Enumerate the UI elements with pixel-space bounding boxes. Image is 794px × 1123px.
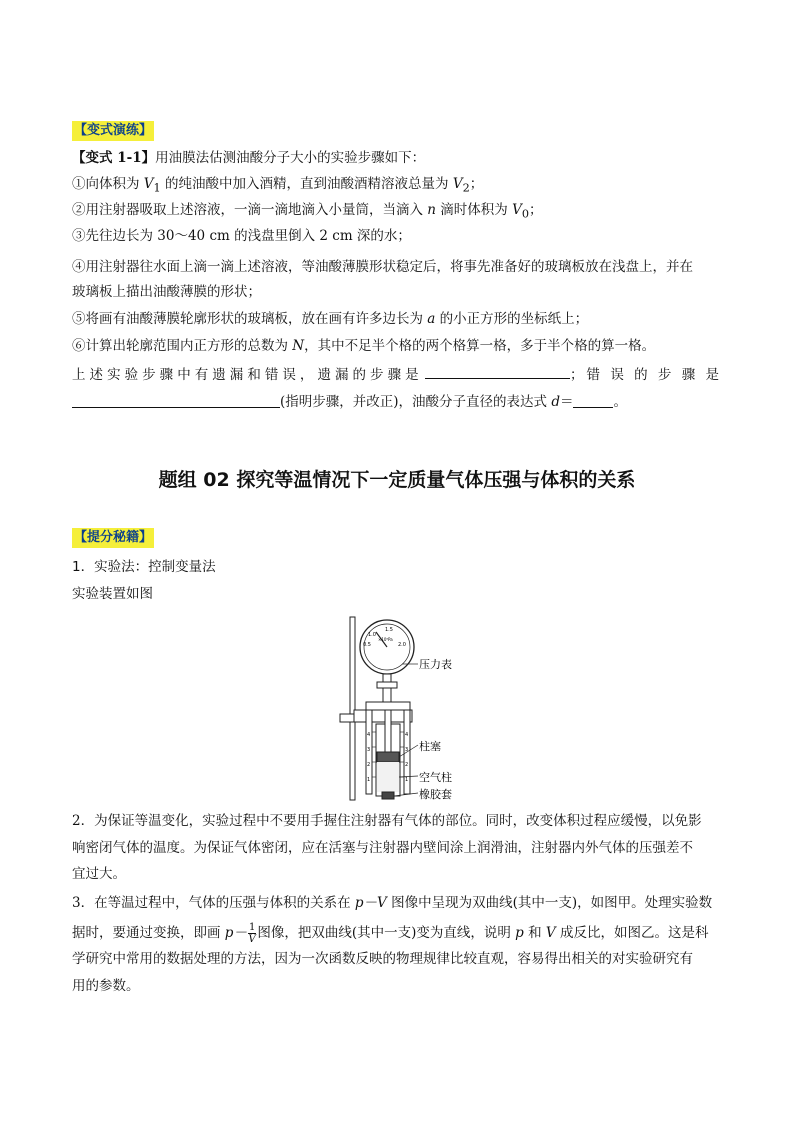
question-char: 中 bbox=[177, 367, 191, 383]
scale-left-2: 2 bbox=[367, 762, 371, 768]
gauge-unit: ×10⁵Pa bbox=[378, 637, 393, 642]
step-2-end: ； bbox=[529, 202, 543, 218]
question-line-2-text: (指明步骤，并改正)，油酸分子直径的表达式 bbox=[280, 394, 552, 410]
tip-item-1: 1．实验法：控制变量法 bbox=[72, 559, 216, 575]
step-1-sub-2: 2 bbox=[462, 181, 470, 195]
answer-blank-error-step[interactable] bbox=[72, 393, 280, 408]
step-2 bbox=[72, 200, 543, 225]
question-char: 错 bbox=[264, 367, 279, 383]
item3-line1-a: 3．在等温过程中，气体的压强与体积的关系在 bbox=[72, 895, 355, 911]
step-5-end: 的小正方形的坐标纸上； bbox=[435, 311, 589, 327]
question-char: 上 bbox=[72, 367, 86, 383]
step-2-text-2: 滴时体积为 bbox=[436, 202, 513, 218]
question-char: 和 bbox=[247, 367, 261, 383]
step-4-line-2: 玻璃板上描出油酸薄膜的形状； bbox=[72, 284, 261, 300]
rubber-cap-shape bbox=[382, 792, 394, 799]
item3-line2-d: 成反比，如图乙。这是科 bbox=[555, 925, 709, 941]
step-6 bbox=[72, 336, 655, 356]
step-6-end: ，其中不足半个格的两个格算一格，多于半个格的算一格。 bbox=[304, 338, 656, 354]
item3-v: V bbox=[545, 925, 556, 941]
clamp-arm bbox=[354, 710, 412, 722]
tip-item-3-line-3: 学研究中常用的数据处理的方法，因为一次函数反映的物理规律比较直观，容易得出相关的对实验研究有 bbox=[72, 951, 693, 967]
tip-item-2-line-1: 2．为保证等温变化，实验过程中不要用手握住注射器有气体的部位。同时，改变体积过程应缓慢，以免影 bbox=[72, 813, 702, 829]
gauge-scale-left: 1.0 bbox=[368, 632, 376, 638]
question-char: 实 bbox=[107, 367, 121, 383]
question-char: 遗 bbox=[212, 367, 226, 383]
answer-blank-diameter[interactable] bbox=[573, 393, 613, 408]
step-1-var-2: V bbox=[452, 176, 463, 192]
question-var-d: d bbox=[551, 394, 560, 410]
variant-tag: 【变式演练】 bbox=[72, 121, 154, 141]
group-heading: 题组 02 探究等温情况下一定质量气体压强与体积的关系 bbox=[158, 469, 636, 491]
question-text bbox=[72, 365, 419, 385]
label-gauge: 压力表 bbox=[419, 658, 452, 671]
question-char: 漏 bbox=[229, 367, 244, 383]
question-char: 遗 bbox=[317, 367, 331, 383]
question-char: 漏 bbox=[334, 367, 349, 383]
gauge-stem bbox=[383, 674, 391, 682]
scale-left-3: 3 bbox=[367, 747, 371, 753]
leader-air bbox=[399, 776, 418, 777]
tip-item-2-line-3: 宜过大。 bbox=[72, 866, 126, 882]
scale-left-1: 1 bbox=[367, 777, 371, 783]
tip-item-1-sub: 实验装置如图 bbox=[72, 586, 153, 602]
question-char: 是 bbox=[405, 367, 419, 383]
clamp-knob bbox=[340, 714, 354, 722]
frac-den: V bbox=[248, 934, 256, 945]
variant-intro-label: 【变式 1-1】 bbox=[72, 150, 156, 166]
step-5 bbox=[72, 309, 588, 329]
step-5-text: ⑤将画有油酸薄膜轮廓形状的玻璃板，放在画有许多边长为 bbox=[72, 311, 428, 327]
tip-item-3-line-4: 用的参数。 bbox=[72, 978, 140, 994]
item3-line1-c: 图像中呈现为双曲线(其中一支)，如图甲。处理实验数 bbox=[386, 895, 713, 911]
question-char: 述 bbox=[89, 367, 104, 383]
item3-p: p bbox=[515, 925, 524, 941]
answer-blank-omitted-step[interactable] bbox=[425, 364, 570, 379]
question-equals: ＝ bbox=[559, 394, 574, 410]
step-2-sub: 0 bbox=[521, 207, 530, 221]
question-end: 。 bbox=[613, 394, 627, 410]
frac-num: 1 bbox=[248, 922, 256, 933]
label-air-column: 空气柱 bbox=[419, 771, 452, 784]
plunger bbox=[377, 752, 399, 762]
question-char: 骤 bbox=[159, 367, 174, 383]
gauge-scale-mid: 1.5 bbox=[385, 627, 393, 633]
step-6-text: ⑥计算出轮廓范围内正方形的总数为 bbox=[72, 338, 293, 354]
top-bar bbox=[366, 702, 410, 710]
step-6-var: N bbox=[292, 338, 305, 354]
gauge-nut bbox=[377, 682, 397, 688]
step-2-var-v: V bbox=[512, 202, 522, 218]
item3-and: 和 bbox=[523, 925, 546, 941]
tips-tag: 【提分秘籍】 bbox=[72, 528, 154, 548]
scale-left-4: 4 bbox=[367, 732, 371, 738]
connector bbox=[383, 688, 391, 702]
label-plunger: 柱塞 bbox=[419, 740, 441, 753]
step-2-var-n: n bbox=[427, 202, 436, 218]
variant-intro-text: 用油膜法估测油酸分子大小的实验步骤如下： bbox=[155, 150, 426, 166]
step-1-text-2: 的纯油酸中加入酒精，直到油酸酒精溶液总量为 bbox=[160, 176, 453, 192]
question-mid: ；错 误 的 步 骤 是 bbox=[570, 367, 722, 383]
scale-right-2: 2 bbox=[405, 762, 409, 768]
step-3: ③先往边长为 30～40 cm 的浅盘里倒入 2 cm 深的水； bbox=[72, 228, 411, 244]
item3-fraction bbox=[248, 922, 256, 945]
step-5-var: a bbox=[427, 311, 436, 327]
variant-intro bbox=[72, 148, 425, 168]
gauge-scale-low: 0.5 bbox=[363, 642, 371, 648]
scale-right-1: 1 bbox=[405, 777, 409, 783]
item3-line2-b: 图像，把双曲线(其中一支)变为直线，说明 bbox=[257, 925, 516, 941]
step-1-var: V bbox=[143, 176, 154, 192]
question-line-2 bbox=[72, 392, 627, 412]
air-column bbox=[377, 762, 399, 792]
scale-right-3: 3 bbox=[405, 747, 409, 753]
step-1-sub: 1 bbox=[153, 181, 161, 195]
question-char: 骤 bbox=[387, 367, 402, 383]
tip-item-3-line-1 bbox=[72, 893, 712, 913]
gauge-scale-right: 2.0 bbox=[398, 642, 406, 648]
step-2-text: ②用注射器吸取上述溶液，一滴一滴地滴入小量筒，当滴入 bbox=[72, 202, 428, 218]
apparatus-figure bbox=[330, 612, 480, 802]
item3-line2-a: 据时，要通过变换，即画 bbox=[72, 925, 225, 941]
question-char: 误 bbox=[282, 367, 296, 383]
plunger-rod bbox=[385, 710, 391, 752]
question-char: 验 bbox=[124, 367, 139, 383]
label-rubber-cap: 橡胶套 bbox=[419, 788, 452, 801]
step-4-line-1: ④用注射器往水面上滴一滴上述溶液，等油酸薄膜形状稳定后，将事先准备好的玻璃板放在浅盘上，并在 bbox=[72, 259, 693, 275]
step-1-text: ①向体积为 bbox=[72, 176, 144, 192]
question-char: 有 bbox=[194, 367, 209, 383]
tip-item-3-line-2 bbox=[72, 922, 708, 945]
question-char: 的 bbox=[352, 367, 366, 383]
step-1-end: ； bbox=[469, 176, 484, 192]
question-char: 步 bbox=[142, 367, 156, 383]
scale-right-4: 4 bbox=[405, 732, 409, 738]
item3-p-minus: p－ bbox=[224, 925, 247, 941]
step-1 bbox=[72, 174, 483, 199]
question-char: 步 bbox=[370, 367, 384, 383]
item3-pv: p－V bbox=[354, 895, 387, 911]
stand-rod bbox=[350, 617, 355, 800]
tip-item-2-line-2: 响密闭气体的温度。为保证气体密闭，应在活塞与注射器内壁间涂上润滑油，注射器内外气体的压强差不 bbox=[72, 840, 693, 856]
question-char: ， bbox=[299, 367, 314, 383]
question-line-1 bbox=[72, 364, 722, 385]
